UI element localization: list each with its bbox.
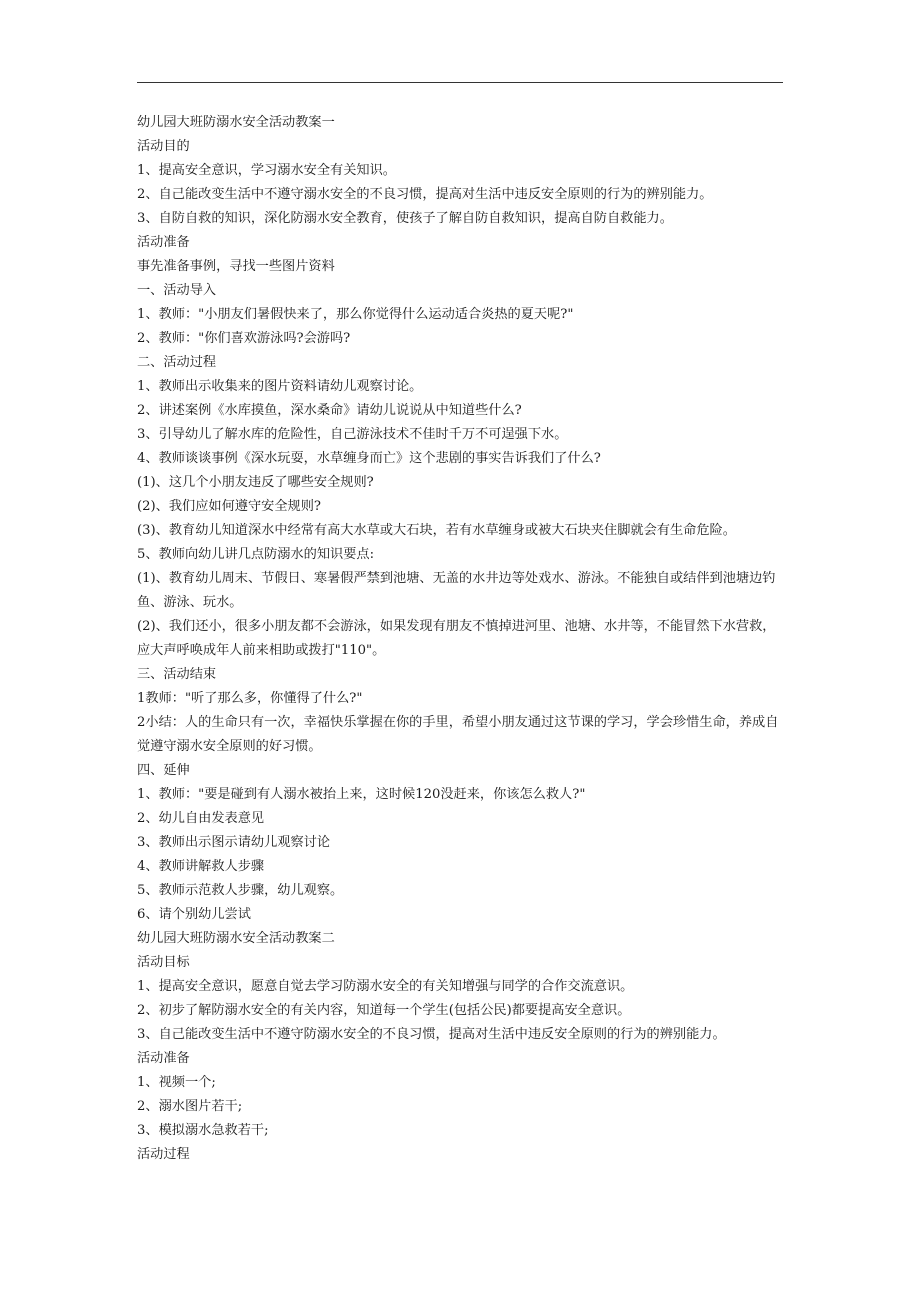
document-line: 二、活动过程 xyxy=(137,355,217,370)
document-line: 4、教师讲解救人步骤 xyxy=(137,859,265,874)
document-line: 6、请个别幼儿尝试 xyxy=(137,907,251,922)
document-line: (2)、我们还小，很多小朋友都不会游泳，如果发现有朋友不慎掉进河里、池塘、水井等，不能冒然下水营救，应大声呼唤成年人前来相助或拨打"110"。 xyxy=(137,619,776,658)
document-line: 2、幼儿自由发表意见 xyxy=(137,811,265,826)
document-line: 1、教师："要是碰到有人溺水被抬上来，这时候120没赶来，你该怎么救人?" xyxy=(137,787,586,802)
document-line: 活动过程 xyxy=(137,1147,190,1162)
document-line: 3、自防自救的知识，深化防溺水安全教育，使孩子了解自防自救知识，提高自防自救能力。 xyxy=(137,211,673,226)
document-body xyxy=(137,111,785,1167)
document-line: 5、教师向幼儿讲几点防溺水的知识要点: xyxy=(137,547,375,562)
document-line: 2小结：人的生命只有一次，幸福快乐掌握在你的手里，希望小朋友通过这节课的学习，学会珍惜生命，养成自觉遵守溺水安全原则的好习惯。 xyxy=(137,715,779,754)
document-line: 2、初步了解防溺水安全的有关内容，知道每一个学生(包括公民)都要提高安全意识。 xyxy=(137,1003,631,1018)
document-line: (2)、我们应如何遵守安全规则? xyxy=(137,499,321,514)
document-line: 1、提高安全意识，愿意自觉去学习防溺水安全的有关知增强与同学的合作交流意识。 xyxy=(137,979,634,994)
document-line: 5、教师示范救人步骤，幼儿观察。 xyxy=(137,883,344,898)
document-line: 2、讲述案例《水库摸鱼，深水桑命》请幼儿说说从中知道些什么? xyxy=(137,403,522,418)
document-line: 1、视频一个; xyxy=(137,1075,216,1090)
document-line: 3、模拟溺水急救若干; xyxy=(137,1123,269,1138)
document-line: 幼儿园大班防溺水安全活动教案二 xyxy=(137,931,335,946)
document-line: 活动目标 xyxy=(137,955,190,970)
document-line: 2、自己能改变生活中不遵守溺水安全的不良习惯，提高对生活中违反安全原则的行为的辨别能力。 xyxy=(137,187,713,202)
document-line: 2、教师："你们喜欢游泳吗?会游吗? xyxy=(137,331,351,346)
document-line: 3、教师出示图示请幼儿观察讨论 xyxy=(137,835,331,850)
header-rule xyxy=(137,82,783,83)
document-line: 活动准备 xyxy=(137,235,190,250)
document-line: (1)、教育幼儿周末、节假日、寒暑假严禁到池塘、无盖的水井边等处戏水、游泳。不能独自或结伴到池塘边钓鱼、游泳、玩水。 xyxy=(137,571,776,610)
document-line: 3、自己能改变生活中不遵守防溺水安全的不良习惯，提高对生活中违反安全原则的行为的辨别能力。 xyxy=(137,1027,726,1042)
document-line: (3)、教育幼儿知道深水中经常有高大水草或大石块，若有水草缠身或被大石块夹住脚就会有生命危险。 xyxy=(137,523,736,538)
document-line: 1教师："听了那么多，你懂得了什么?" xyxy=(137,691,363,706)
document-line: 活动目的 xyxy=(137,139,190,154)
document-line: 1、教师："小朋友们暑假快来了，那么你觉得什么运动适合炎热的夏天呢?" xyxy=(137,307,574,322)
document-line: 4、教师谈谈事例《深水玩耍，水草缠身而亡》这个悲剧的事实告诉我们了什么? xyxy=(137,451,601,466)
document-line: 1、教师出示收集来的图片资料请幼儿观察讨论。 xyxy=(137,379,423,394)
document-line: 2、溺水图片若干; xyxy=(137,1099,243,1114)
document-line: (1)、这几个小朋友违反了哪些安全规则? xyxy=(137,475,374,490)
document-line: 幼儿园大班防溺水安全活动教案一 xyxy=(137,115,335,130)
document-line: 事先准备事例，寻找一些图片资料 xyxy=(137,259,335,274)
document-line: 活动准备 xyxy=(137,1051,190,1066)
document-line: 3、引导幼儿了解水库的危险性，自己游泳技术不佳时千万不可逞强下水。 xyxy=(137,427,568,442)
document-line: 1、提高安全意识，学习溺水安全有关知识。 xyxy=(137,163,396,178)
document-line: 一、活动导入 xyxy=(137,283,217,298)
document-line: 三、活动结束 xyxy=(137,667,217,682)
document-line: 四、延伸 xyxy=(137,763,190,778)
